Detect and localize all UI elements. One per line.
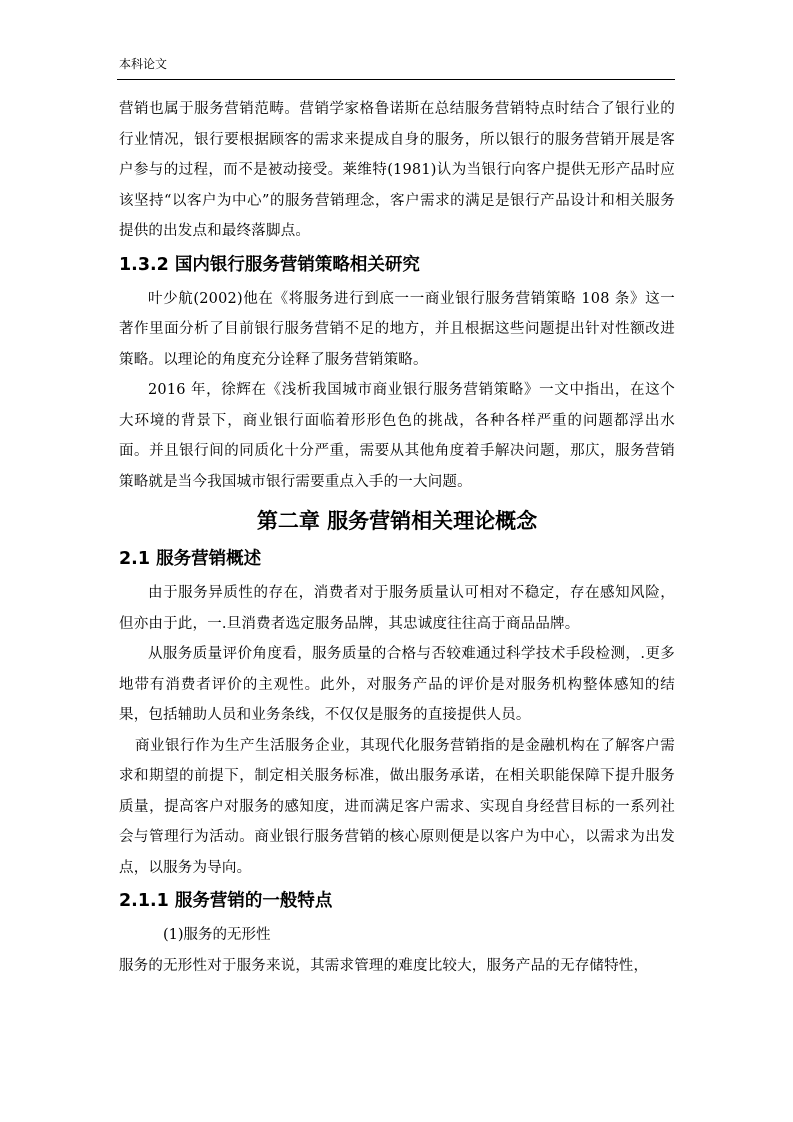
list-item-intangibility: (1)服务的无形性 xyxy=(163,927,271,943)
paragraph-xu-hui: 2016 年，徐辉在《浅析我国城市商业银行服务营销策略》一文中指出，在这个大环境的背景下，商业银行面临着形形色色的挑战，各种各样严重的问题都浮出水面。并且银行间的同质化十分严重，需要从其他角度着手解决问题，那庂，服务营销策略就是当今我国城市银行需要重点入手的一大问题。 xyxy=(119,382,675,490)
paragraph-heterogeneity: 由于服务异质性的存在，消费者对于服务质量认可相对不稳定，存在感知风险，但亦由于此，一.旦消费者选定服务品牌，其忠诚度往往高于商品品牌。 xyxy=(119,585,675,632)
page-body xyxy=(119,94,675,981)
chapter-title: 第二章 服务营销相关理论概念 xyxy=(256,509,538,533)
paragraph-commercial-bank: 商业银行作为生产生活服务企业，其现代化服务营销指的是金融机构在了解客户需求和期望的前提下，制定相关服务标准，做出服务承诺，在相关职能保障下提升服务质量，提高客户对服务的感知度，进而满足客户需求、实现自身经营目标的一系列社会与管理行为活动。商业银行服务营销的核心原则便是以客户为中心，以需求为出发点，以服务为导向。 xyxy=(119,737,675,876)
section-heading-2-1-1: 2.1.1 服务营销的一般特点 xyxy=(119,891,333,911)
header-divider xyxy=(117,79,675,80)
page-header-label: 本科论文 xyxy=(119,57,168,71)
paragraph-ye-shaohang: 叶少航(2002)他在《将服务进行到底一一商业银行服务营销策略 108 条》这一著作里面分析了目前银行服务营销不足的地方，并且根据这些问题提出针对性额改进策略。以理论的角度充分诠释了服务营销策略。 xyxy=(119,290,675,368)
paragraph-continuation: 营销也属于服务营销范畴。营销学家格鲁诺斯在总结服务营销特点时结合了银行业的行业情况，银行要根据顾客的需求来提成自身的服务，所以银行的服务营销开展是客户参与的过程，而不是被动接受。莱维特(1981)认为当银行向客户提供无形产品时应该坚持“以客户为中心”的服务营销理念，客户需求的满足是银行产品设计和相关服务提供的出发点和最终落脚点。 xyxy=(119,101,675,239)
paragraph-quality-evaluation: 从服务质量评价角度看，服务质量的合格与否较难通过科学技术手段检测，.更多地带有消费者评价的主观性。此外，对服务产品的评价是对服务机构整体感知的结果，包括辅助人员和业务条线，不仅仅是服务的直接提供人员。 xyxy=(119,646,675,723)
paragraph-intangibility: 服务的无形性对于服务来说，其需求管理的难度比较大，服务产品的无存储特性， xyxy=(119,957,649,974)
section-heading-1-3-2: 1.3.2 国内银行服务营销策略相关研究 xyxy=(119,254,420,275)
section-heading-2-1: 2.1 服务营销概述 xyxy=(119,549,262,569)
